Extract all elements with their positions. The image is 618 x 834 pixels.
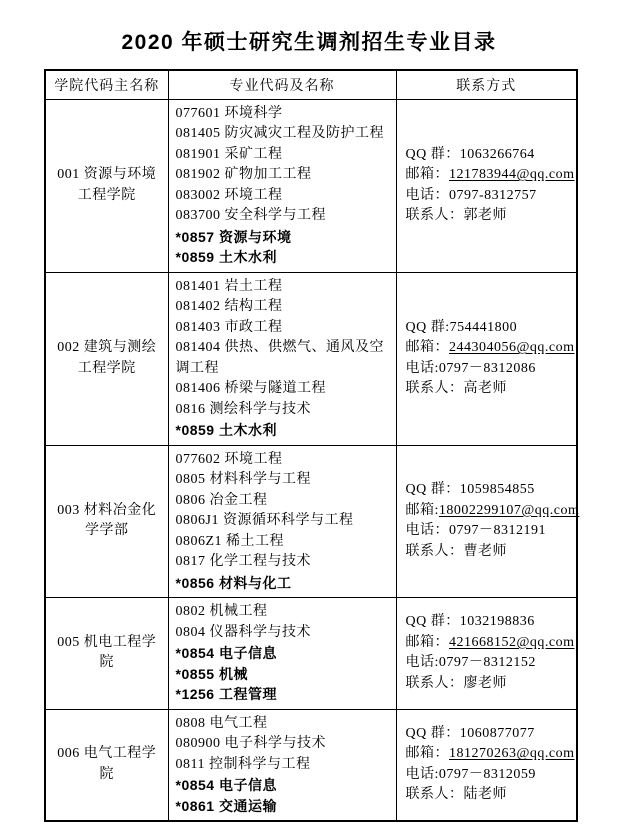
major-line: 083002 环境工程	[175, 187, 283, 203]
majors-cell	[168, 598, 396, 710]
major-line: 0817 化学工程与技术	[175, 554, 311, 569]
major-line: *0859 土木水利	[175, 249, 277, 265]
contact-phone: 电话:0797－8312059	[405, 766, 536, 782]
table-row	[45, 598, 577, 710]
table-row	[45, 272, 577, 445]
major-line: 0811 控制科学与工程	[175, 756, 311, 772]
major-line: 081901 采矿工程	[175, 146, 283, 162]
major-line: 077602 环境工程	[175, 451, 283, 467]
contact-email-line	[405, 501, 580, 522]
major-line: 0806 冶金工程	[175, 492, 268, 508]
college-name-cell: 005 机电工程学院	[45, 598, 168, 710]
contact-phone: 电话：0797－8312191	[405, 523, 546, 539]
college-name-cell: 003 材料冶金化学学部	[45, 445, 168, 598]
contact-cell	[396, 99, 577, 272]
major-line: 081406 桥梁与隧道工程	[175, 381, 326, 396]
email-label: 邮箱:	[405, 502, 439, 518]
majors-cell	[168, 445, 396, 598]
college-name-cell: 002 建筑与测绘工程学院	[45, 272, 168, 445]
contact-email-line	[406, 744, 575, 765]
college-name-cell: 006 电气工程学院	[45, 709, 168, 821]
contact-qq-group: QQ 群：1063266764	[405, 146, 535, 162]
email-label: 邮箱：	[405, 167, 449, 182]
contact-qq-group: QQ 群:754441800	[405, 319, 518, 335]
major-line: 081401 岩土工程	[175, 278, 283, 294]
major-line: 080900 电子科学与技术	[175, 736, 326, 751]
major-line: 081902 矿物加工工程	[175, 167, 312, 182]
major-line: 0805 材料科学与工程	[175, 472, 311, 487]
page-title: 2020 年硕士研究生调剂招生专业目录	[121, 31, 497, 54]
major-line: 081404 供热、供燃气、通风及空调工程	[175, 340, 384, 376]
contact-email-line	[406, 633, 575, 654]
email-address-link[interactable]: 421668152@qq.com	[449, 634, 575, 650]
major-line: 0808 电气工程	[175, 715, 268, 731]
email-label: 邮箱：	[405, 634, 449, 650]
contact-qq-group: QQ 群：1060877077	[405, 725, 535, 741]
col-header-major: 专业代码及名称	[168, 70, 396, 99]
major-line: 0804 仪器科学与技术	[175, 624, 311, 640]
major-line: 081402 结构工程	[175, 299, 283, 314]
contact-cell	[396, 445, 580, 598]
email-address-link[interactable]: 244304056@qq.com	[449, 340, 575, 355]
major-line: 0806Z1 稀土工程	[175, 533, 285, 549]
contact-person: 联系人：廖老师	[405, 675, 507, 691]
major-line: *0857 资源与环境	[175, 228, 292, 245]
major-line: *0854 电子信息	[175, 777, 277, 793]
email-address-link[interactable]: 18002299107@qq.com	[438, 502, 580, 518]
major-line: *0861 交通运输	[175, 797, 277, 814]
major-line: 081403 市政工程	[175, 319, 283, 335]
email-address-link[interactable]: 121783944@qq.com	[449, 167, 575, 182]
major-line: *0854 电子信息	[175, 645, 277, 661]
email-label: 邮箱：	[405, 340, 449, 355]
contact-phone: 电话:0797－8312152	[405, 655, 536, 671]
contact-phone: 电话：0797-8312757	[405, 187, 537, 203]
major-line: 077601 环境科学	[175, 105, 283, 121]
table-row	[45, 709, 577, 821]
major-line: 0802 机械工程	[175, 604, 268, 619]
majors-cell	[168, 709, 396, 821]
contact-qq-group: QQ 群：1032198836	[405, 614, 535, 630]
major-line: *0855 机械	[175, 665, 248, 682]
table-header-row	[45, 70, 577, 99]
major-line: 0816 测绘科学与技术	[175, 401, 311, 417]
major-line: 083700 安全科学与工程	[175, 208, 326, 223]
contact-qq-group: QQ 群：1059854855	[405, 482, 535, 498]
majors-cell	[168, 99, 396, 272]
admission-catalog-table	[44, 69, 578, 822]
contact-email-line	[406, 165, 575, 186]
major-line: *0856 材料与化工	[175, 574, 292, 591]
document-page	[0, 26, 618, 834]
major-line: 081405 防灾减灾工程及防护工程	[175, 126, 384, 141]
email-label: 邮箱：	[405, 746, 449, 762]
college-name-cell: 001 资源与环境工程学院	[45, 99, 168, 272]
col-header-contact: 联系方式	[396, 70, 577, 99]
contact-person: 联系人：郭老师	[405, 208, 507, 223]
email-address-link[interactable]: 181270263@qq.com	[449, 746, 575, 762]
majors-cell	[168, 272, 396, 445]
contact-cell	[396, 272, 577, 445]
contact-person: 联系人：陆老师	[405, 787, 507, 803]
contact-person: 联系人：曹老师	[405, 543, 507, 559]
contact-person: 联系人：高老师	[405, 381, 507, 396]
contact-phone: 电话:0797－8312086	[405, 360, 536, 376]
major-line: *0859 土木水利	[175, 422, 277, 438]
col-header-college: 学院代码主名称	[45, 70, 168, 99]
table-row	[45, 445, 577, 598]
major-line: *1256 工程管理	[175, 686, 277, 702]
contact-email-line	[406, 338, 575, 359]
contact-cell	[396, 709, 577, 821]
table-body	[45, 99, 580, 821]
table-row	[45, 99, 577, 272]
major-line: 0806J1 资源循环科学与工程	[175, 513, 354, 528]
contact-cell	[396, 598, 577, 710]
